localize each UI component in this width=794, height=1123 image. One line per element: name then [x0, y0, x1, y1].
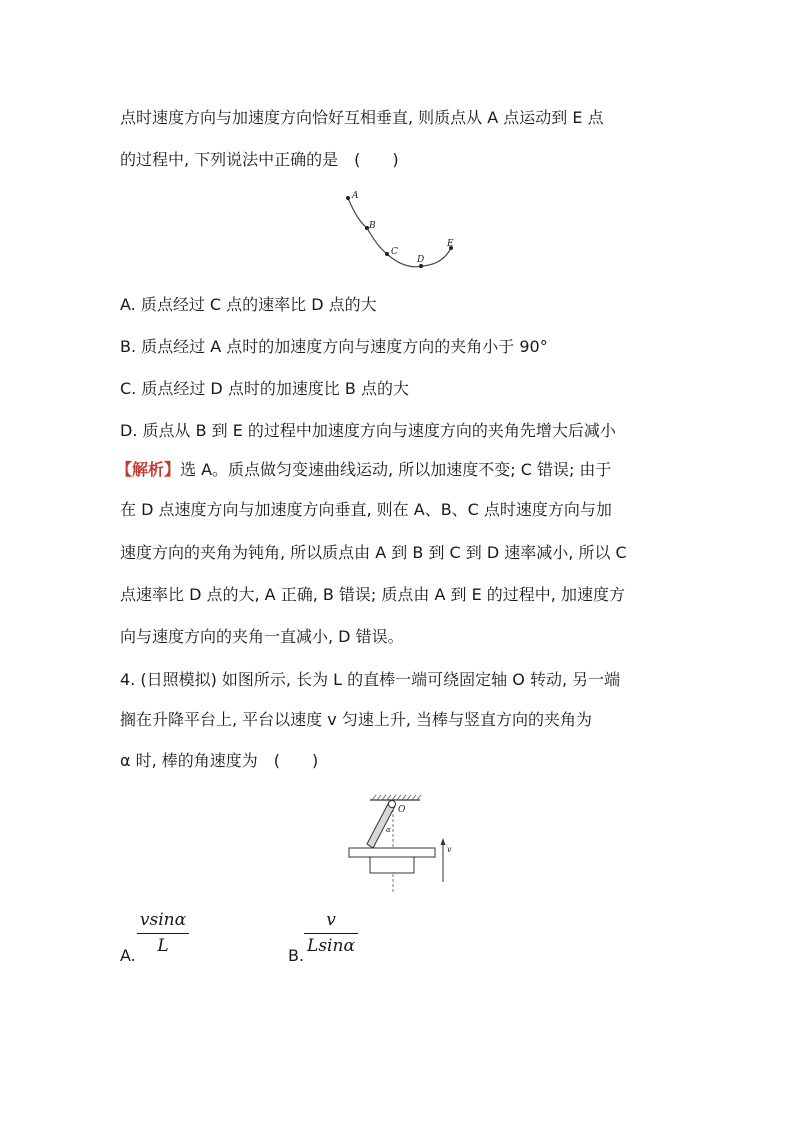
platform-base	[370, 857, 414, 873]
q4-option-b-numerator: v	[326, 910, 336, 930]
q4-option-a-numerator: vsinα	[139, 910, 187, 930]
rod-platform-figure	[345, 790, 460, 895]
q3-option-d: D. 质点从 B 到 E 的过程中加速度方向与速度方向的夹角先增大后减小	[120, 421, 616, 440]
q3-stem-line-2: 的过程中, 下列说法中正确的是 ( )	[120, 150, 399, 169]
analysis-line-4: 点速率比 D 点的大, A 正确, B 错误; 质点由 A 到 E 的过程中, 加速度方	[120, 585, 625, 604]
label-v: v	[447, 845, 452, 854]
platform-plate	[349, 848, 435, 857]
point-c	[385, 252, 389, 256]
q4-option-a-denominator: L	[157, 936, 169, 956]
q4-option-a-label: A.	[120, 946, 136, 965]
analysis-text-1: 选 A。质点做匀变速曲线运动, 所以加速度不变; C 错误; 由于	[180, 460, 612, 479]
q3-option-c: C. 质点经过 D 点时的加速度比 B 点的大	[120, 379, 409, 398]
q4-option-b-denominator: Lsinα	[307, 936, 355, 956]
pivot-o	[389, 801, 396, 808]
q4-stem-line-2: 搁在升降平台上, 平台以速度 v 匀速上升, 当棒与竖直方向的夹角为	[120, 710, 592, 729]
label-d: D	[417, 255, 425, 265]
point-a	[346, 196, 350, 200]
q3-option-a: A. 质点经过 C 点的速率比 D 点的大	[120, 295, 377, 314]
label-b: B	[369, 221, 376, 231]
label-o: O	[398, 805, 406, 815]
analysis-line-2: 在 D 点速度方向与加速度方向垂直, 则在 A、B、C 点时速度方向与加	[120, 500, 612, 519]
analysis-line-3: 速度方向的夹角为钝角, 所以质点由 A 到 B 到 C 到 D 速率减小, 所以 C	[120, 543, 627, 562]
label-e: E	[447, 239, 454, 249]
q3-stem-line-1: 点时速度方向与加速度方向恰好互相垂直, 则质点从 A 点运动到 E 点	[120, 108, 604, 127]
analysis-tag: 【解析】	[116, 460, 181, 479]
q4-stem-line-1: 4. (日照模拟) 如图所示, 长为 L 的直棒一端可绕固定轴 O 转动, 另一端	[120, 670, 621, 689]
label-c: C	[391, 247, 398, 257]
trajectory-curve	[348, 198, 451, 267]
analysis-line-1	[116, 460, 611, 480]
label-a: A	[352, 191, 359, 201]
analysis-line-5: 向与速度方向的夹角一直减小, D 错误。	[120, 627, 404, 646]
q4-option-b-fraction	[304, 910, 358, 956]
q4-option-b-label: B.	[288, 946, 305, 965]
label-alpha: α	[386, 826, 391, 834]
q4-option-a-fraction	[137, 910, 189, 956]
q3-option-b: B. 质点经过 A 点时的加速度方向与速度方向的夹角小于 90°	[120, 337, 548, 356]
ceiling-hatch	[372, 795, 421, 800]
q4-stem-line-3: α 时, 棒的角速度为 ( )	[120, 751, 319, 770]
velocity-arrow-head	[441, 838, 446, 845]
rod	[367, 802, 395, 848]
trajectory-figure	[335, 188, 465, 278]
